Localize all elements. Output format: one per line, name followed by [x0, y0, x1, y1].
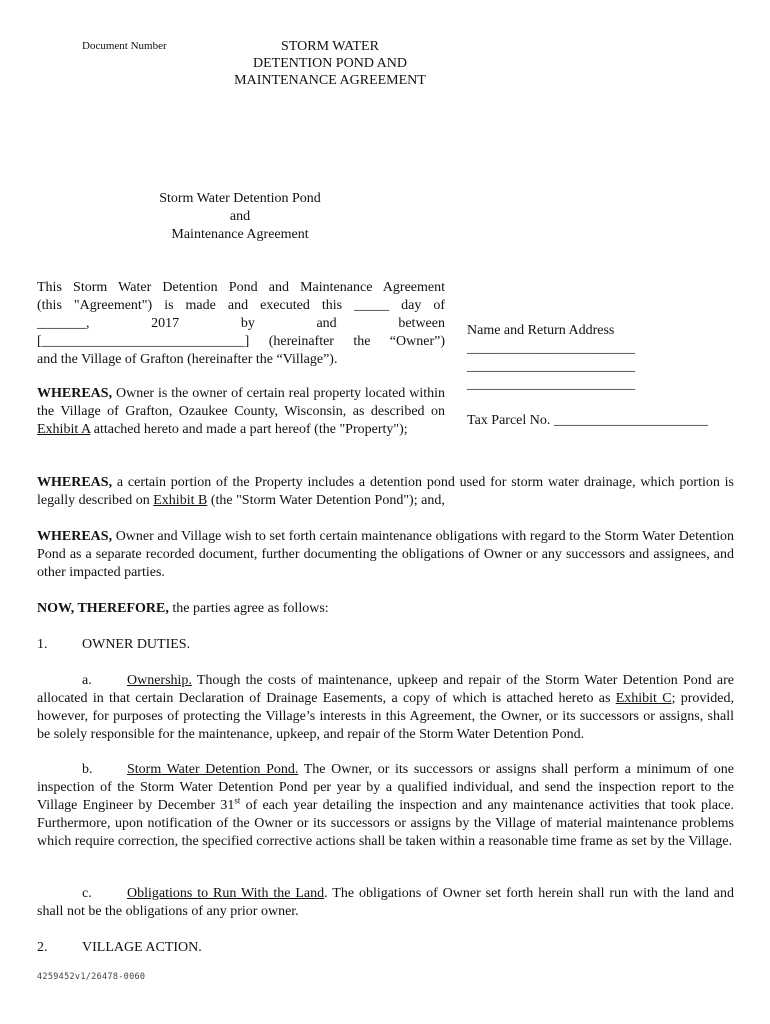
item-c-heading: Obligations to Run With the Land: [127, 886, 325, 901]
item-a-letter: a.: [82, 673, 92, 688]
whereas-2-text-b: (the "Storm Water Detention Pond"); and,: [207, 493, 445, 508]
title-line-3: MAINTENANCE AGREEMENT: [234, 73, 426, 88]
name-return-label: Name and Return Address: [467, 323, 615, 338]
tax-parcel-label: Tax Parcel No. ______________________: [467, 413, 708, 428]
document-number-label: Document Number: [82, 40, 167, 52]
title-line-1: STORM WATER: [281, 39, 379, 54]
intro-line-3: [37, 315, 445, 333]
whereas-1-text-a: Owner is the owner of certain real property located within the Village of Grafton, Ozaukee County, Wisconsin, as described on: [37, 386, 445, 419]
item-a-text-a: Though the costs of maintenance, upkeep and repair of the Storm Water Detention Pond are allocated in that certain Declaration of Drainage Easements, a copy of which is attached hereto as: [37, 673, 734, 706]
section-1-number: 1.: [37, 637, 48, 652]
subtitle-line-1: Storm Water Detention Pond: [159, 191, 321, 206]
subtitle-line-3: Maintenance Agreement: [171, 227, 309, 242]
whereas-1-paragraph: [37, 385, 445, 439]
intro-by: by: [240, 316, 255, 331]
subtitle-line-2: and: [229, 209, 251, 224]
item-c-text: . The obligations of Owner set forth herein shall run with the land and shall not be the obligations of any prior owner.: [37, 886, 735, 919]
whereas-1-keyword: WHEREAS,: [37, 386, 113, 401]
intro-line-4: [_____________________________] (hereinafter the “Owner”): [37, 334, 445, 349]
now-therefore-keyword: NOW, THEREFORE,: [37, 601, 169, 616]
whereas-2-text-a: a certain portion of the Property includes a detention pond used for storm water drainage, which portion is legally described on: [37, 475, 734, 508]
return-address-line-3: ________________________: [467, 377, 635, 392]
intro-and: and: [316, 316, 337, 331]
return-address-box: [467, 322, 737, 430]
item-a-heading: Ownership.: [127, 673, 192, 688]
exhibit-b-link: Exhibit B: [153, 493, 208, 508]
item-b-heading: Storm Water Detention Pond.: [127, 762, 299, 777]
section-2-heading: [37, 939, 734, 957]
intro-between: between: [398, 316, 445, 331]
return-address-line-2: ________________________: [467, 359, 635, 374]
whereas-3-text: Owner and Village wish to set forth certain maintenance obligations with regard to the Storm Water Detention Pond as a separate recorded document, further documenting the obligations of Owner or any successors and assignees, and other impacted parties.: [37, 529, 734, 580]
whereas-1-text-b: attached hereto and made a part hereof (the "Property");: [90, 422, 408, 437]
intro-line-5: and the Village of Grafton (hereinafter the “Village”).: [37, 352, 338, 367]
exhibit-a-link: Exhibit A: [37, 422, 91, 437]
intro-line-1: This Storm Water Detention Pond and Maintenance Agreement: [37, 280, 445, 295]
return-address-line-1: ________________________: [467, 341, 635, 356]
section-1-title: OWNER DUTIES.: [82, 637, 191, 652]
now-therefore-paragraph: [37, 600, 734, 618]
intro-year: 2017: [151, 316, 180, 331]
intro-date-blank: _______,: [37, 316, 90, 331]
title-line-2: DETENTION POND AND: [253, 56, 407, 71]
agreement-subtitle: [140, 190, 340, 244]
item-b-superscript: st: [234, 795, 241, 806]
item-a-paragraph: [37, 672, 734, 744]
item-b-paragraph: [37, 761, 734, 851]
intro-paragraph: [37, 279, 445, 369]
whereas-3-paragraph: [37, 528, 734, 582]
item-b-text-b: of each year detailing the inspection and any maintenance activities that took place. Furthermore, upon notification of the Owner or its successors or assigns by the Village of material maintenance problems which require correction, the specified corrective actions shall be taken within a reasonable time frame as set by the Village.: [37, 798, 734, 849]
section-1-heading: [37, 636, 734, 654]
item-c-paragraph: [37, 885, 734, 921]
item-b-letter: b.: [82, 762, 93, 777]
item-a-text-b: ; provided, however, for purposes of protecting the Village’s interests in this Agreement, the Owner, or its successors or assigns, shall be solely responsible for the maintenance, upkeep, and repair of the Storm Water Detention Pond.: [37, 691, 735, 742]
document-footer-code: 4259452v1/26478-0060: [37, 972, 146, 982]
item-b-text-a: The Owner, or its successors or assigns shall perform a minimum of one inspection of the Storm Water Detention Pond per year by a qualified individual, and send the inspection report to the Village Engineer by December 31: [37, 762, 734, 813]
section-2-number: 2.: [37, 940, 48, 955]
document-title: [220, 38, 440, 89]
whereas-3-keyword: WHEREAS,: [37, 529, 113, 544]
now-therefore-text: the parties agree as follows:: [168, 601, 329, 616]
intro-line-2: (this "Agreement") is made and executed this _____ day of: [37, 298, 445, 313]
section-2-title: VILLAGE ACTION.: [82, 940, 202, 955]
whereas-2-keyword: WHEREAS,: [37, 475, 113, 490]
item-c-letter: c.: [82, 886, 92, 901]
whereas-2-paragraph: [37, 474, 734, 510]
exhibit-c-link: Exhibit C: [615, 691, 672, 706]
